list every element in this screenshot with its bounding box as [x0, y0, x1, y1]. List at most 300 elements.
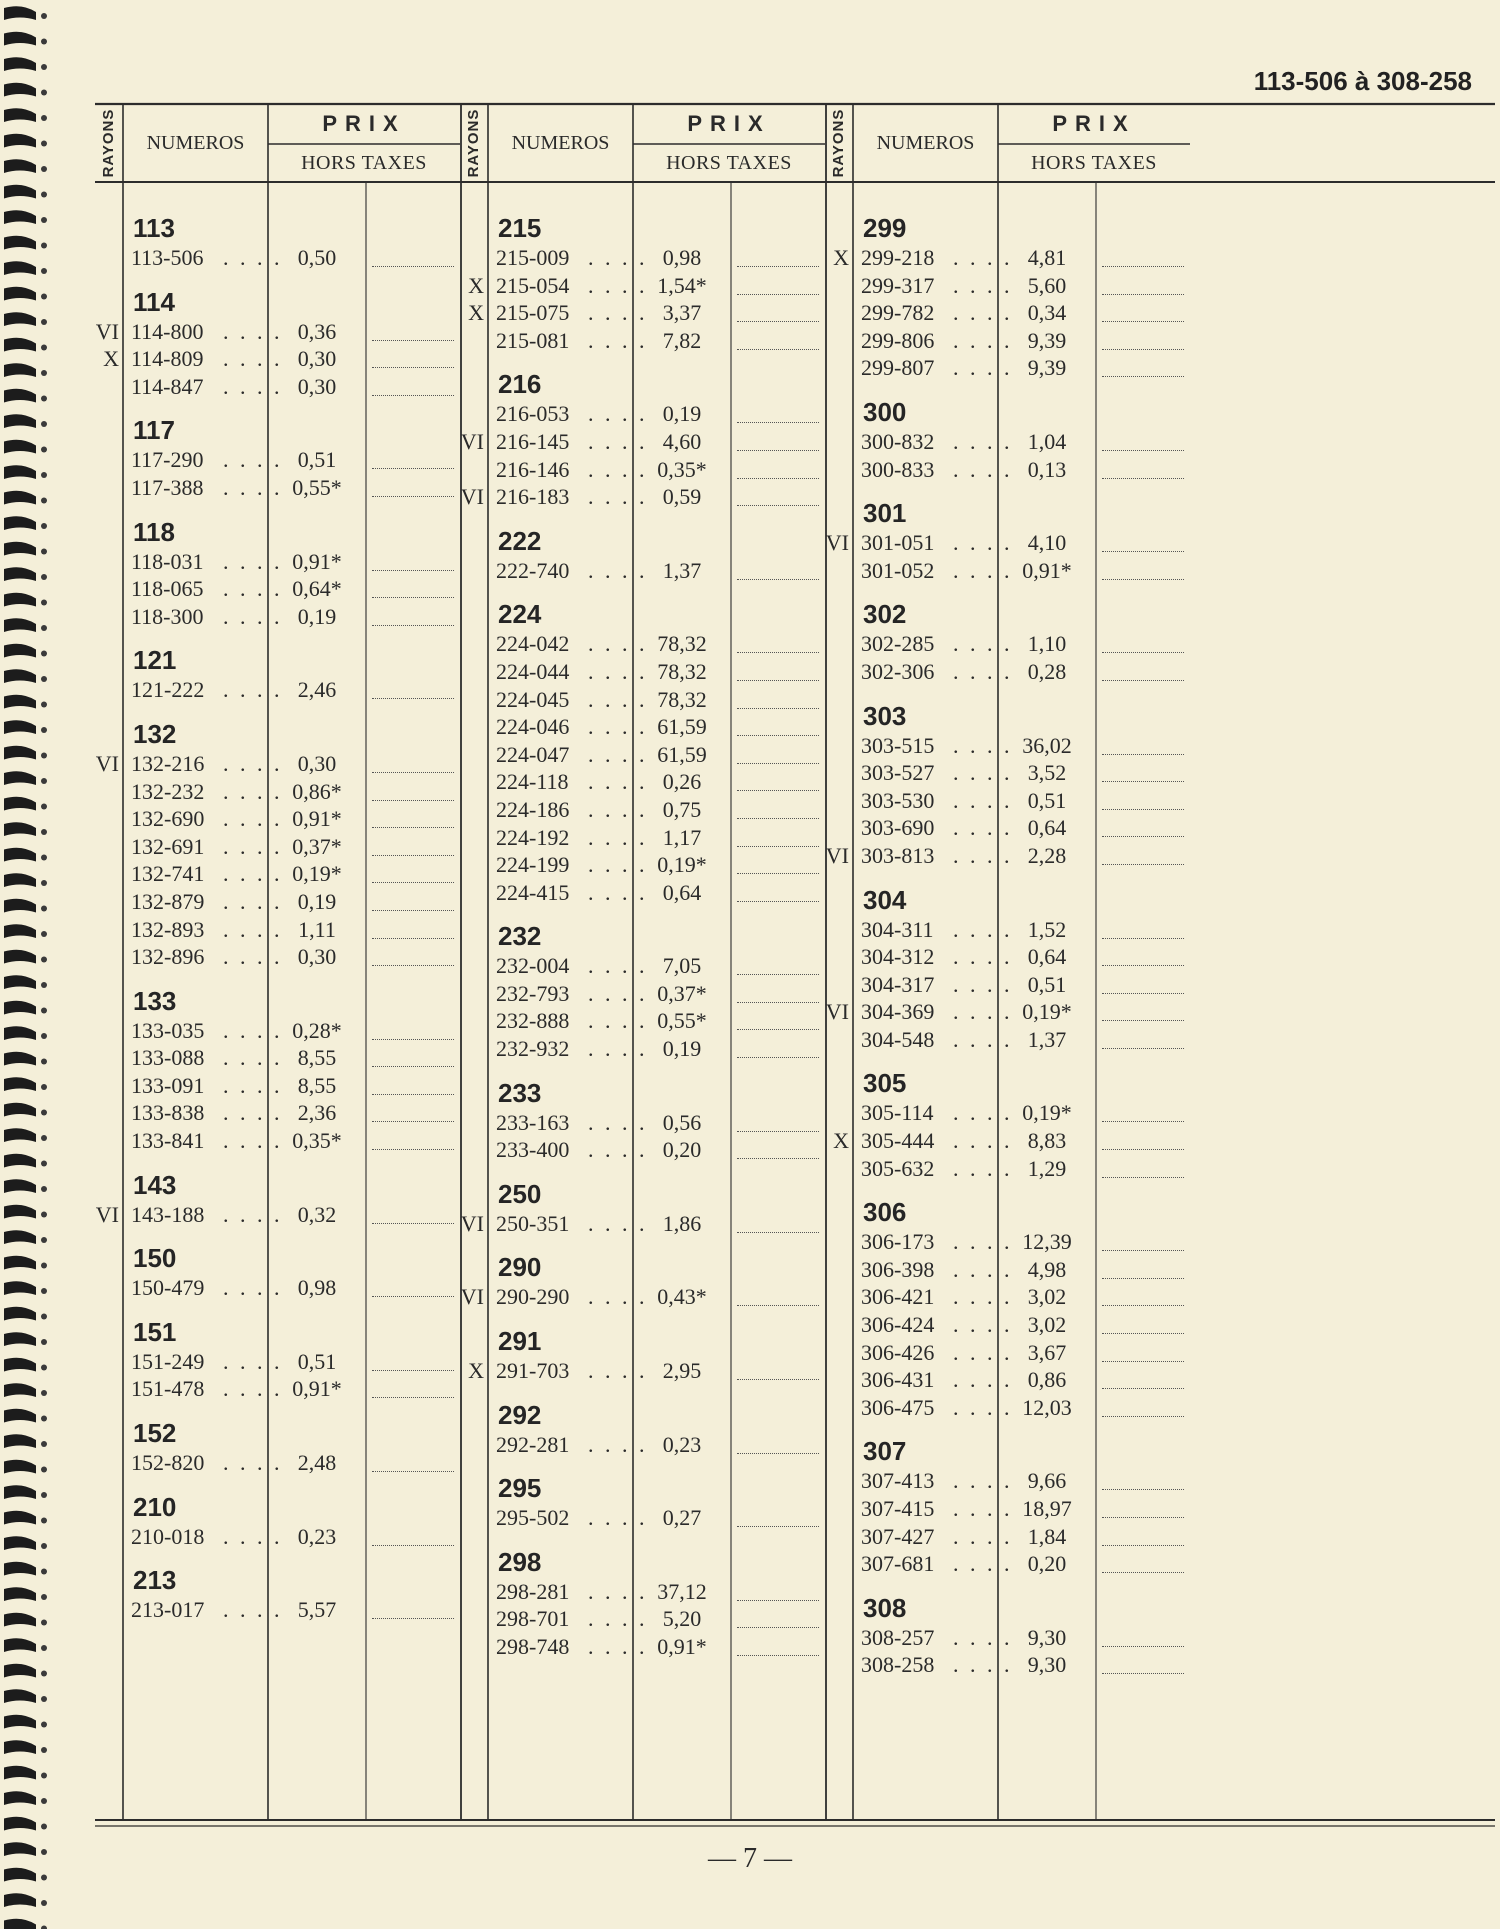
price-value: 9,30: [1027, 1652, 1067, 1678]
part-number: 224-118: [496, 769, 569, 795]
leader-dots: . . . .: [223, 888, 283, 914]
leader-dots: . . . .: [953, 1229, 1013, 1255]
group-title: 133: [133, 985, 177, 1016]
price-value: 3,37: [662, 300, 702, 326]
leader-dots: . . . .: [223, 447, 283, 473]
rayon-code: VI: [95, 318, 119, 344]
part-number: 298-748: [496, 1634, 570, 1659]
leader-dots: . . . .: [588, 879, 648, 905]
price-value: 0,64: [1027, 815, 1067, 841]
leader-dots: . . . .: [953, 428, 1013, 454]
price-value: 3,52: [1027, 760, 1067, 786]
table-row: [460, 686, 825, 714]
leader-dots: . . . .: [953, 1367, 1013, 1393]
blank-entry-line: [1102, 1121, 1184, 1122]
part-number: 291-703: [496, 1358, 570, 1384]
blank-entry-line: [372, 772, 454, 773]
part-number: 210-018: [131, 1523, 205, 1549]
blank-entry-line: [1102, 1673, 1184, 1674]
part-number: 300-832: [861, 428, 935, 454]
table-row: [95, 1348, 460, 1376]
price-value: 0,30: [297, 346, 337, 372]
blank-entry-line: [1102, 809, 1184, 810]
table-row: [95, 888, 460, 916]
blank-entry-line: [372, 1471, 454, 1472]
price-value: 0,51: [1027, 971, 1067, 997]
part-number: 232-004: [496, 953, 570, 979]
table-row: [95, 1099, 460, 1127]
part-number: 118-065: [131, 576, 204, 602]
price-value: 0,19: [662, 1036, 702, 1062]
part-number: 232-932: [496, 1036, 570, 1062]
part-number: 143-188: [131, 1201, 205, 1227]
blank-entry-line: [737, 1232, 819, 1233]
blank-entry-line: [1102, 294, 1184, 295]
table-row: [460, 428, 825, 456]
price-value: 2,46: [297, 677, 337, 703]
price-value: 7,05: [662, 953, 702, 979]
rayon-code: X: [103, 346, 119, 372]
blank-entry-line: [372, 1223, 454, 1224]
table-row: [825, 916, 1190, 944]
rayon-code: VI: [825, 530, 849, 556]
part-number: 307-415: [861, 1496, 935, 1521]
blank-entry-line: [737, 818, 819, 819]
rayons-header: RAYONS: [830, 108, 847, 178]
table-row: [825, 1651, 1190, 1679]
leader-dots: . . . .: [588, 1284, 648, 1310]
table-row: [95, 244, 460, 272]
blank-entry-line: [372, 910, 454, 911]
group-title: 300: [863, 396, 907, 427]
price-value: 0,19*: [292, 861, 342, 887]
table-row: [95, 1523, 460, 1551]
price-value: 0,27: [662, 1505, 702, 1531]
part-number: 307-427: [861, 1523, 935, 1549]
table-row: [460, 1578, 825, 1606]
leader-dots: . . . .: [588, 631, 648, 657]
blank-entry-line: [1102, 1646, 1184, 1647]
blank-entry-line: [1102, 349, 1184, 350]
table-row: [460, 456, 825, 484]
blank-entry-line: [1102, 1416, 1184, 1417]
blank-entry-line: [737, 478, 819, 479]
blank-entry-line: [737, 1453, 819, 1454]
blank-entry-line: [737, 873, 819, 874]
part-number: 216-145: [496, 428, 570, 454]
part-number: 299-807: [861, 355, 935, 381]
table-row: [825, 1311, 1190, 1339]
rayon-code: X: [833, 1128, 849, 1154]
price-value: 5,60: [1027, 272, 1067, 298]
prix-header: PRIX: [1052, 111, 1136, 136]
part-number: 307-413: [861, 1468, 935, 1494]
blank-entry-line: [372, 698, 454, 699]
part-number: 114-800: [131, 318, 204, 344]
part-number: 304-317: [861, 971, 935, 997]
blank-entry-line: [737, 579, 819, 580]
blank-entry-line: [737, 790, 819, 791]
blank-entry-line: [1102, 478, 1184, 479]
part-number: 132-691: [131, 833, 205, 859]
leader-dots: . . . .: [953, 842, 1013, 868]
leader-dots: . . . .: [953, 1496, 1013, 1521]
table-row: [95, 1017, 460, 1045]
leader-dots: . . . .: [588, 980, 648, 1006]
leader-dots: . . . .: [588, 1358, 648, 1384]
part-number: 302-285: [861, 631, 935, 657]
part-number: 215-009: [496, 245, 570, 270]
part-number: 121-222: [131, 677, 205, 703]
price-value: 78,32: [657, 658, 707, 684]
part-number: 213-017: [131, 1597, 205, 1623]
group-title: 143: [133, 1169, 177, 1200]
table-row: [95, 1596, 460, 1624]
leader-dots: . . . .: [588, 1210, 648, 1236]
part-number: 306-475: [861, 1394, 935, 1420]
leader-dots: . . . .: [223, 1072, 283, 1098]
blank-entry-line: [1102, 321, 1184, 322]
part-number: 215-081: [496, 327, 570, 353]
table-row: [95, 833, 460, 861]
part-number: 306-173: [861, 1229, 935, 1255]
blank-entry-line: [372, 1370, 454, 1371]
blank-entry-line: [737, 1158, 819, 1159]
leader-dots: . . . .: [953, 456, 1013, 482]
table-row: [460, 400, 825, 428]
part-number: 295-502: [496, 1505, 570, 1531]
part-number: 132-741: [131, 861, 205, 887]
price-value: 5,20: [662, 1606, 702, 1632]
price-value: 4,10: [1027, 530, 1067, 556]
price-value: 4,98: [1027, 1256, 1067, 1282]
blank-entry-line: [1102, 1545, 1184, 1546]
part-number: 299-218: [861, 245, 935, 270]
group-title: 210: [133, 1491, 177, 1522]
group-title: 308: [863, 1592, 907, 1623]
table-row: [825, 1550, 1190, 1578]
rayon-code: X: [833, 245, 849, 270]
table-row: [825, 842, 1190, 870]
blank-entry-line: [1102, 1020, 1184, 1021]
leader-dots: . . . .: [588, 769, 648, 795]
table-row: [95, 943, 460, 971]
table-row: [95, 373, 460, 401]
leader-dots: . . . .: [223, 1128, 283, 1154]
part-number: 305-114: [861, 1100, 934, 1126]
leader-dots: . . . .: [588, 953, 648, 979]
leader-dots: . . . .: [588, 245, 648, 270]
part-number: 299-317: [861, 272, 935, 298]
leader-dots: . . . .: [223, 916, 283, 942]
leader-dots: . . . .: [953, 658, 1013, 684]
price-value: 0,51: [1027, 787, 1067, 813]
group-title: 292: [498, 1399, 542, 1430]
price-value: 1,29: [1027, 1155, 1067, 1181]
rayon-code: X: [468, 272, 484, 298]
table-row: [460, 299, 825, 327]
part-number: 132-216: [131, 750, 205, 776]
price-value: 0,86*: [292, 778, 342, 804]
leader-dots: . . . .: [953, 1468, 1013, 1494]
price-value: 1,52: [1027, 916, 1067, 942]
leader-dots: . . . .: [223, 548, 283, 574]
blank-entry-line: [737, 321, 819, 322]
part-number: 117-290: [131, 447, 204, 473]
leader-dots: . . . .: [953, 732, 1013, 758]
leader-dots: . . . .: [223, 603, 283, 629]
price-value: 7,82: [662, 327, 702, 353]
table-row: [460, 1136, 825, 1164]
leader-dots: . . . .: [223, 1045, 283, 1071]
group-title: 295: [498, 1473, 542, 1504]
price-value: 9,39: [1027, 327, 1067, 353]
leader-dots: . . . .: [223, 346, 283, 372]
price-value: 0,28: [1027, 658, 1067, 684]
blank-entry-line: [1102, 1149, 1184, 1150]
blank-entry-line: [737, 735, 819, 736]
leader-dots: . . . .: [588, 714, 648, 740]
leader-dots: . . . .: [223, 474, 283, 500]
price-value: 0,35*: [292, 1128, 342, 1154]
part-number: 113-506: [131, 245, 204, 270]
part-number: 216-146: [496, 456, 570, 482]
price-value: 9,66: [1027, 1468, 1067, 1494]
part-number: 306-398: [861, 1256, 935, 1282]
leader-dots: . . . .: [223, 750, 283, 776]
hors-taxes-header: HORS TAXES: [301, 152, 427, 174]
rayon-code: VI: [95, 1201, 119, 1227]
part-number: 224-045: [496, 686, 570, 712]
table-row: [825, 1394, 1190, 1422]
leader-dots: . . . .: [223, 318, 283, 344]
part-number: 215-054: [496, 272, 570, 298]
table-row: [825, 529, 1190, 557]
table-row: [95, 1375, 460, 1403]
part-number: 306-426: [861, 1339, 935, 1365]
blank-entry-line: [737, 1057, 819, 1058]
blank-entry-line: [737, 1627, 819, 1628]
leader-dots: . . . .: [588, 741, 648, 767]
blank-entry-line: [1102, 1177, 1184, 1178]
table-row: [95, 1127, 460, 1155]
price-value: 0,20: [1027, 1551, 1067, 1577]
leader-dots: . . . .: [953, 1284, 1013, 1310]
leader-dots: . . . .: [953, 971, 1013, 997]
blank-entry-line: [1102, 680, 1184, 681]
table-row: [825, 1256, 1190, 1284]
rayon-code: VI: [460, 1284, 484, 1310]
rayon-code: VI: [825, 842, 849, 868]
price-value: 0,30: [297, 373, 337, 399]
blank-entry-line: [737, 763, 819, 764]
blank-entry-line: [737, 846, 819, 847]
table-row: [825, 299, 1190, 327]
part-number: 222-740: [496, 557, 570, 583]
part-number: 224-044: [496, 658, 570, 684]
leader-dots: . . . .: [223, 861, 283, 887]
price-value: 61,59: [657, 714, 707, 740]
part-number: 114-809: [131, 346, 204, 372]
table-row: [825, 1228, 1190, 1256]
table-row: [825, 1624, 1190, 1652]
price-value: 0,26: [662, 769, 702, 795]
price-value: 0,98: [662, 245, 702, 270]
table-row: [95, 1274, 460, 1302]
table-row: [95, 805, 460, 833]
group-title: 151: [133, 1316, 177, 1347]
group-title: 121: [133, 645, 177, 676]
group-title: 305: [863, 1068, 907, 1099]
part-number: 304-369: [861, 999, 935, 1025]
spiral-binding: [0, 0, 60, 1929]
part-number: 303-527: [861, 760, 935, 786]
price-value: 0,86: [1027, 1367, 1067, 1393]
blank-entry-line: [372, 1296, 454, 1297]
part-number: 308-258: [861, 1652, 935, 1678]
price-value: 0,59: [662, 484, 702, 510]
part-number: 132-879: [131, 888, 205, 914]
rayons-header: RAYONS: [100, 108, 117, 178]
part-number: 224-192: [496, 824, 570, 850]
blank-entry-line: [1102, 1361, 1184, 1362]
table-row: [825, 658, 1190, 686]
price-value: 36,02: [1022, 732, 1072, 758]
group-title: 304: [863, 884, 907, 915]
leader-dots: . . . .: [588, 852, 648, 878]
leader-dots: . . . .: [588, 1109, 648, 1135]
leader-dots: . . . .: [588, 428, 648, 454]
price-value: 12,03: [1022, 1394, 1072, 1420]
part-number: 118-300: [131, 603, 204, 629]
part-number: 301-051: [861, 530, 935, 556]
blank-entry-line: [1102, 450, 1184, 451]
table-row: [460, 1109, 825, 1137]
blank-entry-line: [1102, 965, 1184, 966]
part-number: 132-232: [131, 778, 205, 804]
part-number: 302-306: [861, 658, 935, 684]
price-value: 0,28*: [292, 1017, 342, 1043]
part-number: 133-088: [131, 1045, 205, 1071]
blank-entry-line: [1102, 1517, 1184, 1518]
blank-entry-line: [372, 367, 454, 368]
blank-entry-line: [1102, 993, 1184, 994]
group-title: 215: [498, 213, 542, 243]
group-title: 306: [863, 1197, 907, 1228]
price-value: 0,36: [297, 318, 337, 344]
part-number: 224-199: [496, 852, 570, 878]
price-value: 0,50: [297, 245, 337, 270]
numeros-header: NUMEROS: [146, 132, 245, 154]
blank-entry-line: [1102, 864, 1184, 865]
price-value: 4,60: [662, 428, 702, 454]
price-column-1: [95, 212, 460, 1624]
table-row: [460, 244, 825, 272]
part-number: 305-444: [861, 1128, 935, 1154]
price-value: 0,55*: [657, 1008, 707, 1034]
blank-entry-line: [737, 349, 819, 350]
table-row: [460, 1504, 825, 1532]
price-value: 1,37: [1027, 1026, 1067, 1052]
group-title: 303: [863, 700, 907, 731]
price-value: 78,32: [657, 686, 707, 712]
table-row: [825, 1495, 1190, 1523]
table-row: [825, 971, 1190, 999]
rayon-code: X: [468, 1358, 484, 1384]
blank-entry-line: [1102, 754, 1184, 755]
table-row: [95, 1072, 460, 1100]
blank-entry-line: [1102, 652, 1184, 653]
part-number: 304-311: [861, 916, 934, 942]
leader-dots: . . . .: [588, 1634, 648, 1659]
table-row: [460, 658, 825, 686]
table-row: [95, 603, 460, 631]
group-title: 302: [863, 599, 907, 630]
leader-dots: . . . .: [953, 557, 1013, 583]
price-value: 0,32: [297, 1201, 337, 1227]
leader-dots: . . . .: [223, 944, 283, 970]
group-title: 250: [498, 1178, 542, 1209]
blank-entry-line: [372, 1149, 454, 1150]
price-value: 9,30: [1027, 1624, 1067, 1650]
part-number: 216-053: [496, 401, 570, 427]
leader-dots: . . . .: [953, 245, 1013, 270]
table-row: [825, 787, 1190, 815]
part-number: 306-431: [861, 1367, 935, 1393]
part-number: 233-400: [496, 1137, 570, 1163]
blank-entry-line: [737, 1002, 819, 1003]
price-value: 0,20: [662, 1137, 702, 1163]
price-value: 1,84: [1027, 1523, 1067, 1549]
group-title: 132: [133, 718, 177, 749]
table-row: [95, 446, 460, 474]
blank-entry-line: [1102, 1250, 1184, 1251]
leader-dots: . . . .: [588, 824, 648, 850]
table-row: [825, 1283, 1190, 1311]
hors-taxes-header: HORS TAXES: [666, 152, 792, 174]
leader-dots: . . . .: [588, 796, 648, 822]
blank-entry-line: [372, 496, 454, 497]
leader-dots: . . . .: [953, 1551, 1013, 1577]
blank-entry-line: [372, 340, 454, 341]
part-number: 215-075: [496, 300, 570, 326]
leader-dots: . . . .: [588, 1008, 648, 1034]
blank-entry-line: [372, 266, 454, 267]
price-value: 4,81: [1027, 245, 1067, 270]
part-number: 132-896: [131, 944, 205, 970]
price-value: 0,13: [1027, 456, 1067, 482]
price-value: 0,19: [297, 888, 337, 914]
group-title: 290: [498, 1252, 542, 1283]
table-row: [460, 980, 825, 1008]
table-row: [825, 943, 1190, 971]
part-number: 308-257: [861, 1624, 935, 1650]
blank-entry-line: [372, 625, 454, 626]
leader-dots: . . . .: [588, 1606, 648, 1632]
price-value: 2,48: [297, 1450, 337, 1476]
blank-entry-line: [372, 1618, 454, 1619]
price-value: 0,34: [1027, 300, 1067, 326]
group-title: 118: [133, 516, 175, 547]
table-row: [95, 1449, 460, 1477]
table-row: [825, 354, 1190, 382]
price-table: [95, 100, 1495, 1830]
blank-entry-line: [372, 882, 454, 883]
part-number: 118-031: [131, 548, 204, 574]
table-row: [825, 1366, 1190, 1394]
blank-entry-line: [372, 468, 454, 469]
leader-dots: . . . .: [953, 1523, 1013, 1549]
